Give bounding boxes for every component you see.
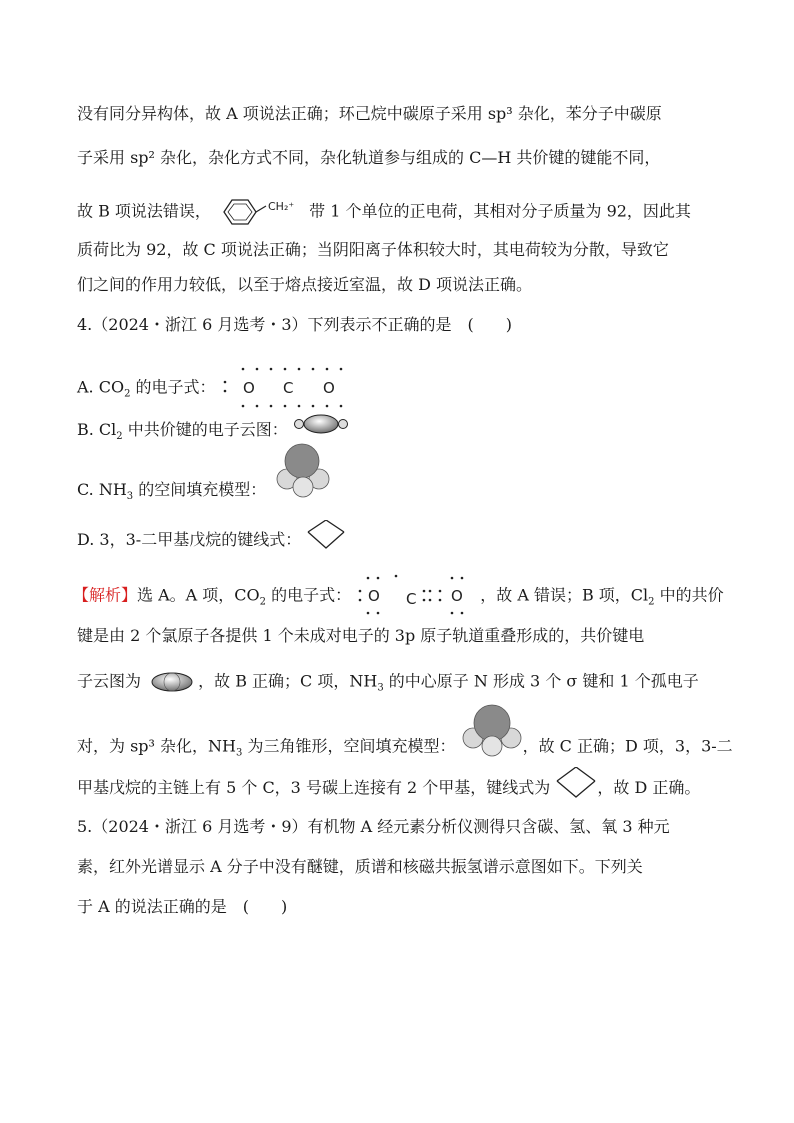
solution-line-3a: 故 B 项说法错误，	[77, 201, 211, 221]
solution-line-4: 质荷比为 92，故 C 项说法正确；当阴阳离子体积较大时，其电荷较为分散，导致它	[77, 240, 669, 259]
solution-line-1: 没有同分异构体，故 A 项说法正确；环己烷中碳原子采用 sp³ 杂化，苯分子中碳原	[77, 104, 662, 123]
co2-lewis-structure-option-a	[221, 366, 355, 410]
lewis-atom-c: C	[282, 379, 294, 397]
question-5-line-3: 于 A 的说法正确的是 ( )	[77, 897, 288, 916]
solution-line-5: 们之间的作用力较低，以至于熔点接近室温，故 D 项说法正确。	[77, 275, 533, 294]
cl2-electron-cloud-image	[293, 413, 349, 435]
option-d: D. 3，3-二甲基戊烷的键线式：	[77, 530, 346, 550]
nh3-space-filling-model-analysis	[461, 704, 523, 758]
svg-text:C: C	[406, 590, 417, 608]
solution-line-2: 子采用 sp² 杂化，杂化方式不同，杂化轨道参与组成的 C—H 共价键的键能不同，	[77, 148, 661, 167]
analysis-line-5: 甲基戊烷的主链上有 5 个 C，3 号碳上连接有 2 个甲基，键线式为 ，故 D 正确。	[77, 778, 700, 799]
analysis-line-2: 键是由 2 个氯原子各提供 1 个未成对电子的 3p 原子轨道重叠形成的，共价键电	[77, 626, 645, 645]
question-5-line-1: 5.（2024・浙江 6 月选考・9）有机物 A 经元素分析仪测得只含碳、氢、氧 3 种元	[77, 817, 670, 836]
nh3-space-filling-model	[271, 443, 335, 499]
cl2-electron-cloud-image-analysis	[146, 671, 198, 693]
lewis-atom-o-left: O	[242, 379, 255, 397]
solution-line-3b: 带 1 个单位的正电荷，其相对分子质量为 92，因此其	[309, 201, 691, 221]
option-c: C. $NH_3$ 的空间填充模型：	[77, 480, 335, 500]
benzyl-group-label: CH₂⁺	[268, 200, 295, 213]
analysis-line-1: 【解析】选 A。A 项，$CO_2$ 的电子式： O C O ，故 A 错误；B 项，$Cl_2$ 中的共价	[73, 574, 724, 618]
bond-line-structure-analysis	[555, 767, 597, 799]
lewis-atom-o-right: O	[322, 379, 335, 397]
option-a: A. $CO_2$ 的电子式： O C O	[77, 366, 355, 410]
analysis-line-3: 子云图为 ，故 B 正确；C 项，$NH_3$ 的中心原子 N 形成 3 个 σ 键和 1 个孤电子	[77, 671, 699, 694]
analysis-line-4: 对，为 sp³ 杂化，$NH_3$ 为三角锥形，空间填充模型： ，故 C 正确；D 项，3，3-二	[77, 736, 733, 758]
option-b: B. $Cl_2$ 中共价键的电子云图：	[77, 420, 349, 440]
svg-text:O: O	[451, 587, 464, 605]
solution-line-3	[77, 196, 691, 228]
analysis-tag: 【解析】	[73, 585, 138, 605]
benzyl-cation-structure	[216, 196, 304, 228]
question-4-stem: 4.（2024・浙江 6 月选考・3）下列表示不正确的是 ( )	[77, 315, 513, 334]
svg-text:O: O	[368, 587, 381, 605]
bond-line-structure-option-d	[306, 520, 346, 550]
co2-lewis-structure-analysis	[356, 574, 480, 618]
question-5-line-2: 素，红外光谱显示 A 分子中没有醚键，质谱和核磁共振氢谱示意图如下。下列关	[77, 857, 643, 876]
